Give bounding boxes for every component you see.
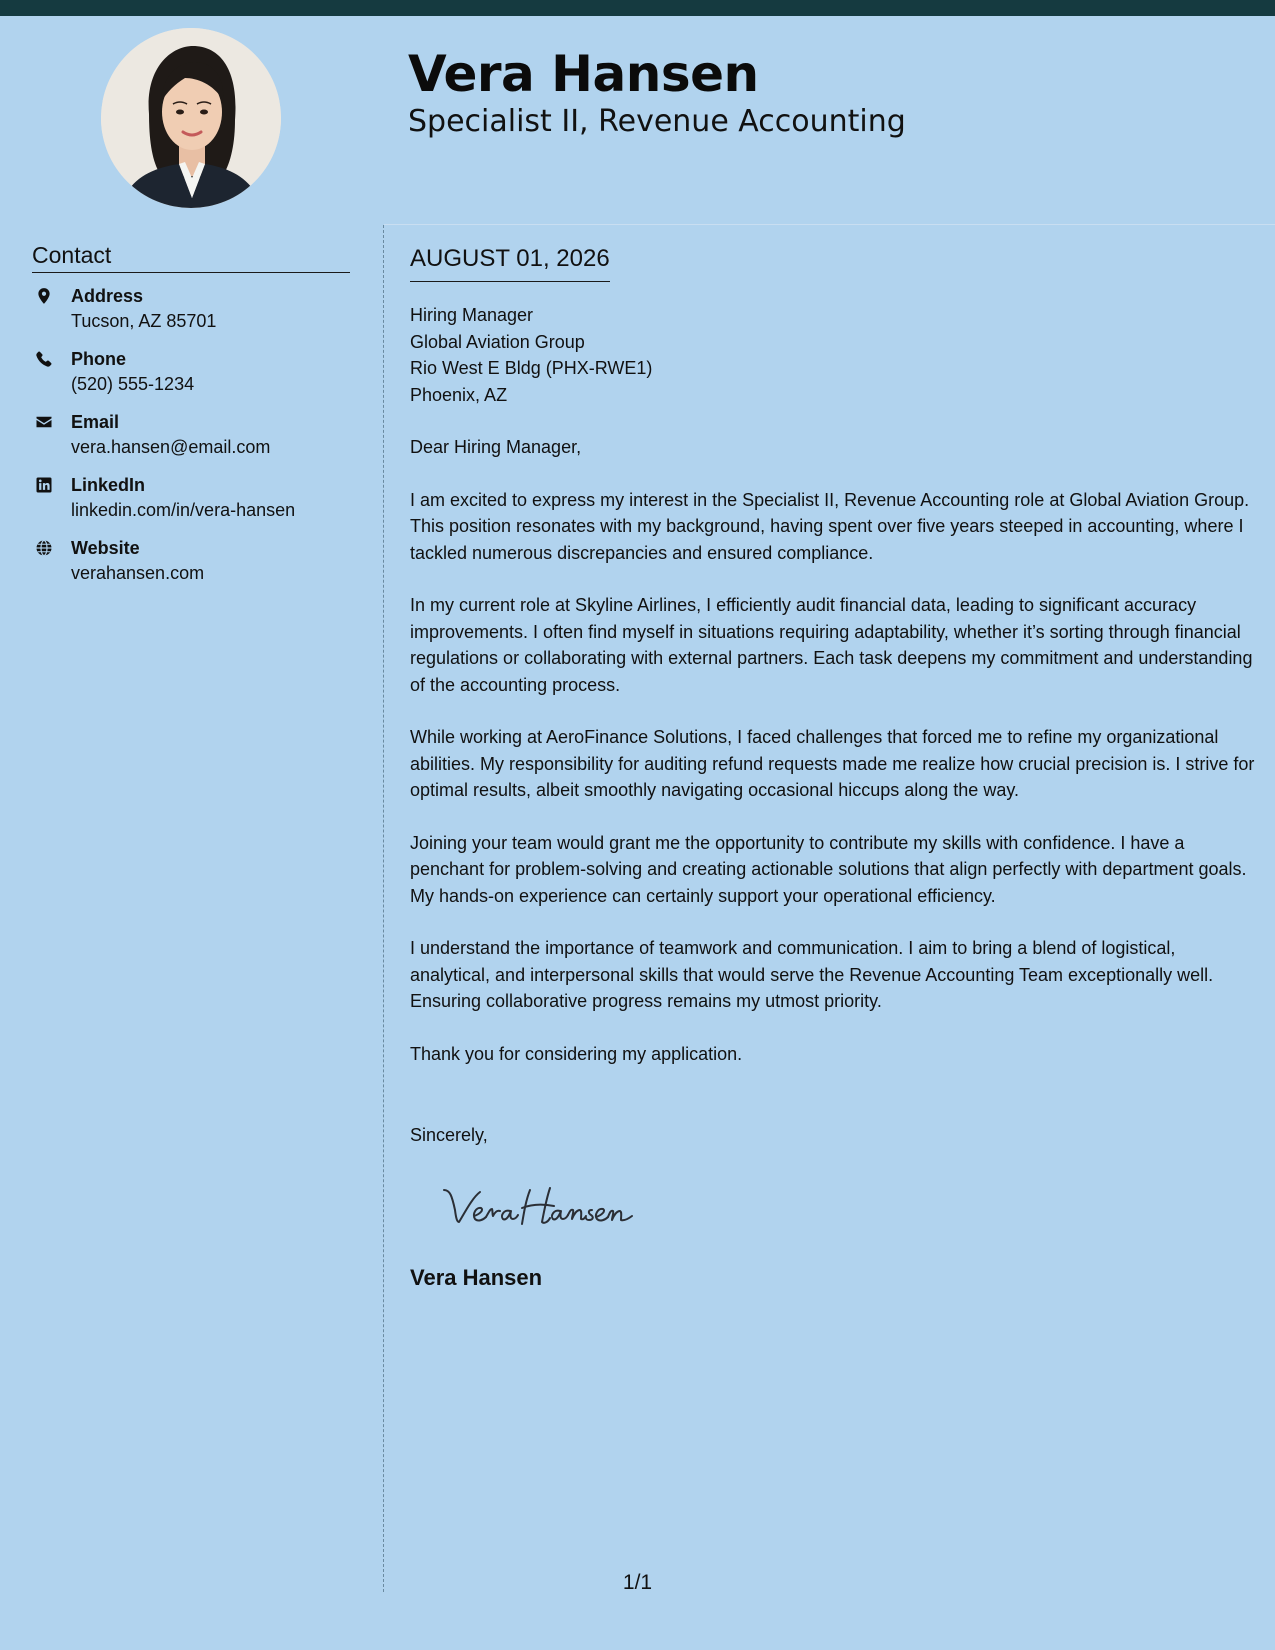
envelope-icon	[35, 413, 53, 431]
map-pin-icon	[35, 287, 53, 305]
signature-image	[438, 1180, 648, 1234]
body-paragraph: I am excited to express my interest in the Specialist II, Revenue Accounting role at Global Aviation Group. This position resonates with my background, having spent over five years steeped in accounting, where I tackled numerous discrepancies and ensured compliance.	[410, 489, 1250, 563]
contact-label-address: Address	[71, 286, 144, 306]
body-paragraph: In my current role at Skyline Airlines, I efficiently audit financial data, leading to significant accuracy improvements. I often find myself in situations requiring adaptability, whether it’s sorting through financial regulations or collaborating with external partners. Each task deepens my commitment and understanding of the accounting process.	[410, 595, 1253, 695]
body-paragraph: While working at AeroFinance Solutions, I faced challenges that forced me to refine my organizational abilities. My responsibility for auditing refund requests made me realize how crucial precision is. I strive for optimal results, albeit smoothly navigating occasional hiccups along the way.	[410, 727, 1255, 800]
body-paragraph: Thank you for considering my application.	[410, 1043, 743, 1064]
signer-name: Vera Hansen	[410, 1265, 543, 1290]
closing: Sincerely,	[410, 1125, 488, 1145]
column-divider	[383, 225, 384, 1592]
letter-date: AUGUST 01, 2026	[410, 244, 610, 282]
contact-item-address	[32, 284, 362, 347]
contact-label-phone: Phone	[71, 349, 127, 369]
linkedin-icon	[35, 476, 53, 494]
recipient-line: Hiring Manager	[410, 305, 534, 325]
contact-label-email: Email	[71, 412, 120, 432]
contact-value-phone: (520) 555-1234	[71, 374, 195, 394]
recipient-line: Global Aviation Group	[410, 331, 585, 352]
contact-label-website: Website	[71, 538, 140, 558]
contact-value-linkedin[interactable]: linkedin.com/in/vera-hansen	[71, 500, 296, 520]
contact-value-email[interactable]: vera.hansen@email.com	[71, 437, 271, 457]
recipient-line: Phoenix, AZ	[410, 384, 508, 405]
recipient-line: Rio West E Bldg (PHX-RWE1)	[410, 358, 653, 378]
body-paragraph: Joining your team would grant me the opportunity to contribute my skills with confidence. I have a penchant for problem-solving and creating actionable solutions that align perfectly with department goals. My hands-on experience can certainly support your operational efficiency.	[410, 832, 1247, 906]
contact-value-website[interactable]: verahansen.com	[71, 563, 205, 583]
contact-item-website	[32, 536, 362, 599]
contact-item-email	[32, 410, 362, 473]
contact-item-phone	[32, 347, 362, 410]
contact-value-address: Tucson, AZ 85701	[71, 311, 217, 331]
letter-body	[410, 434, 1260, 1093]
phone-icon	[35, 350, 53, 368]
contact-label-linkedin: LinkedIn	[71, 475, 146, 495]
globe-icon	[35, 539, 53, 557]
salutation: Dear Hiring Manager,	[410, 437, 582, 457]
top-accent-bar	[0, 0, 1275, 16]
profile-photo	[101, 28, 281, 208]
header-divider	[384, 224, 1275, 225]
page-number: 1/1	[622, 1571, 653, 1594]
contact-list	[32, 284, 362, 599]
contact-heading: Contact	[32, 241, 350, 273]
job-title: Specialist II, Revenue Accounting	[408, 104, 906, 139]
body-paragraph: I understand the importance of teamwork and communication. I aim to bring a blend of logistical, analytical, and interpersonal skills that would serve the Revenue Accounting Team exceptionally well. Ensuring collaborative progress remains my utmost priority.	[410, 938, 1214, 1011]
applicant-name: Vera Hansen	[408, 45, 759, 103]
recipient-block	[410, 302, 652, 408]
contact-item-linkedin	[32, 473, 362, 536]
